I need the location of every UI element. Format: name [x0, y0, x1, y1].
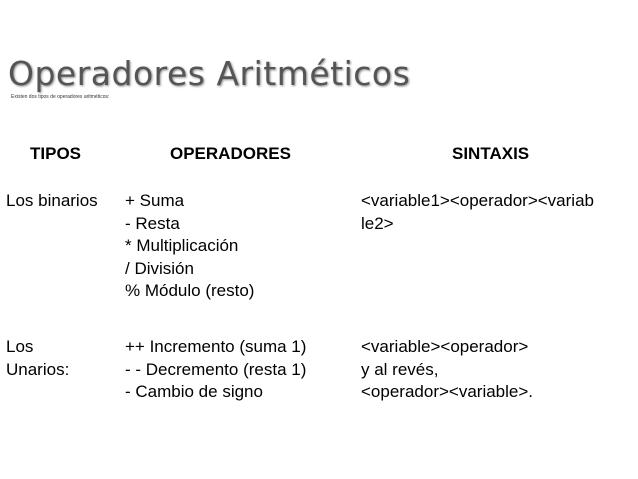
operador-line: + Suma: [125, 191, 185, 210]
operador-line: ++ Incremento (suma 1): [125, 337, 307, 356]
header-tipos: TIPOS: [30, 144, 82, 163]
operador-line: - - Decremento (resta 1): [125, 359, 307, 379]
operador-line: / División: [125, 258, 194, 278]
row-binarios-sintaxis: [361, 190, 594, 235]
sintaxis-line: le2>: [361, 213, 394, 233]
slide-subtitle: Existen dos tipos de operadores aritméticos:: [11, 94, 110, 100]
header-operadores: OPERADORES: [170, 144, 291, 163]
operador-line: * Multiplicación: [125, 236, 239, 255]
operador-line: - Resta: [125, 213, 180, 233]
sintaxis-line: <operador><variable>.: [361, 382, 534, 401]
operador-line: % Módulo (resto): [125, 281, 255, 300]
header-sintaxis: SINTAXIS: [452, 144, 530, 163]
slide-title: Operadores Aritméticos: [8, 54, 411, 93]
sintaxis-line: y al revés,: [361, 359, 439, 379]
tipo-line: Los binarios: [6, 191, 98, 210]
row-binarios-tipo: [6, 190, 98, 213]
row-binarios-operadores: [125, 190, 254, 303]
sintaxis-line: <variable1><operador><variab: [361, 191, 594, 210]
tipo-line: Los: [6, 337, 34, 356]
row-unarios-tipo: [6, 336, 69, 381]
tipo-line: Unarios:: [6, 359, 70, 379]
row-unarios-operadores: [125, 336, 306, 404]
row-unarios-sintaxis: [361, 336, 533, 404]
sintaxis-line: <variable><operador>: [361, 337, 529, 356]
operador-line: - Cambio de signo: [125, 382, 263, 401]
